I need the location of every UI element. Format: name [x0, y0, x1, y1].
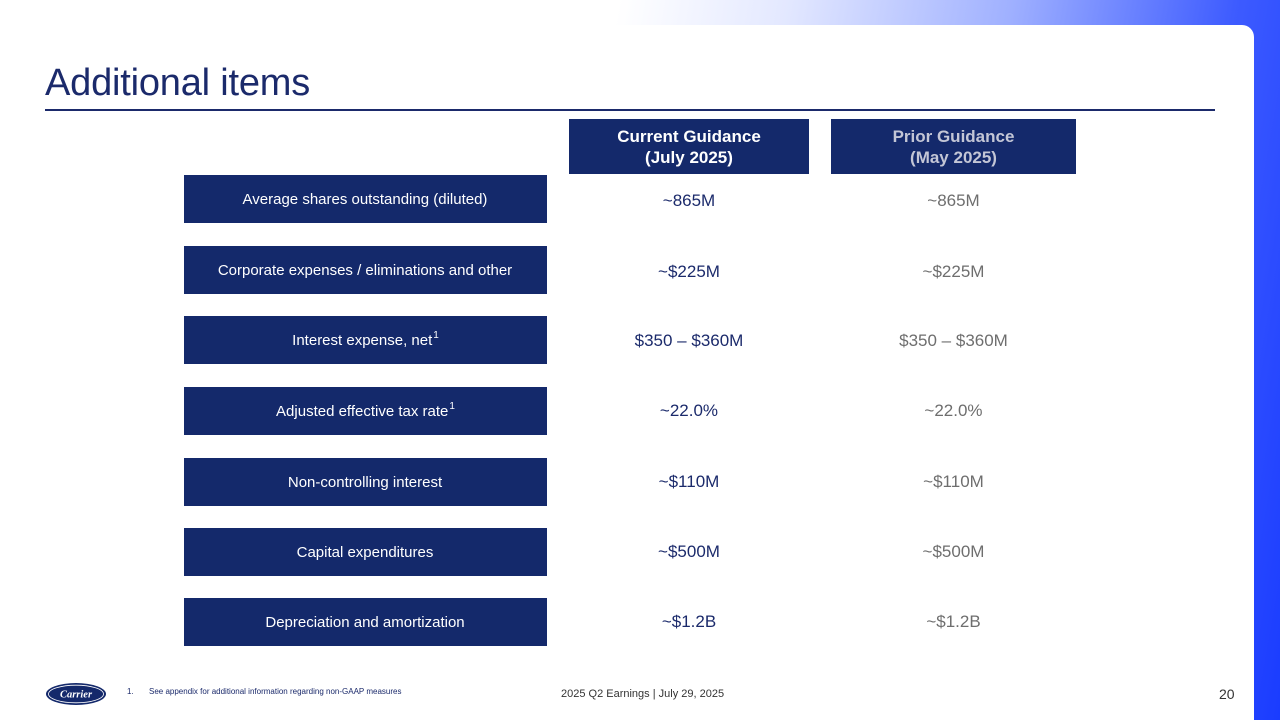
row-label-interest-expense [184, 316, 547, 364]
footer-event-date: 2025 Q2 Earnings | July 29, 2025 [561, 688, 725, 700]
header-current-line1: Current Guidance [617, 126, 761, 146]
row-label-capital-expenditures [184, 528, 547, 576]
cell-current-non-controlling-interest: ~$110M [658, 472, 720, 491]
cell-prior-average-shares: ~865M [927, 191, 980, 210]
page-title: Additional items [45, 62, 311, 104]
footnote [127, 687, 401, 696]
logo-text: Carrier [59, 689, 93, 701]
cell-current-corporate-expenses: ~$225M [658, 262, 720, 281]
row-label-text: Corporate expenses / eliminations and other [217, 261, 513, 279]
page-number: 20 [1219, 686, 1235, 702]
header-current-guidance [569, 119, 809, 174]
row-label-text: Adjusted effective tax rate [276, 402, 449, 420]
row-label-text: Depreciation and amortization [265, 613, 465, 631]
row-label-depreciation [184, 598, 547, 646]
footnote-text: See appendix for additional information regarding non-GAAP measures [149, 687, 402, 696]
carrier-logo [45, 682, 107, 706]
row-label-tax-rate [184, 387, 547, 435]
row-label-sup: 1 [449, 400, 455, 412]
header-prior-line1: Prior Guidance [892, 126, 1015, 146]
row-label-text: Average shares outstanding (diluted) [242, 190, 488, 208]
row-label-non-controlling-interest [184, 458, 547, 506]
row-label-text: Non-controlling interest [287, 473, 443, 491]
cell-current-interest-expense: $350 – $360M [634, 331, 744, 350]
footnote-number: 1. [127, 687, 134, 696]
cell-prior-corporate-expenses: ~$225M [922, 262, 985, 281]
row-label-sup: 1 [433, 329, 439, 341]
cell-prior-interest-expense: $350 – $360M [899, 331, 1008, 350]
cell-current-tax-rate: ~22.0% [659, 401, 719, 420]
header-current-line2: (July 2025) [645, 147, 733, 167]
cell-current-capital-expenditures: ~$500M [658, 542, 720, 561]
cell-prior-tax-rate: ~22.0% [924, 401, 983, 420]
header-prior-line2: (May 2025) [910, 147, 997, 167]
cell-current-average-shares: ~865M [662, 191, 716, 210]
cell-prior-capital-expenditures: ~$500M [922, 542, 985, 561]
row-label-average-shares [184, 175, 547, 223]
cell-prior-depreciation: ~$1.2B [926, 612, 981, 631]
header-prior-guidance [831, 119, 1076, 174]
title-divider [45, 109, 1215, 111]
cell-current-depreciation: ~$1.2B [661, 612, 717, 631]
row-label-text: Capital expenditures [296, 543, 434, 561]
row-label-corporate-expenses [184, 246, 547, 294]
cell-prior-non-controlling-interest: ~$110M [923, 472, 984, 491]
row-label-text: Interest expense, net [292, 331, 433, 349]
